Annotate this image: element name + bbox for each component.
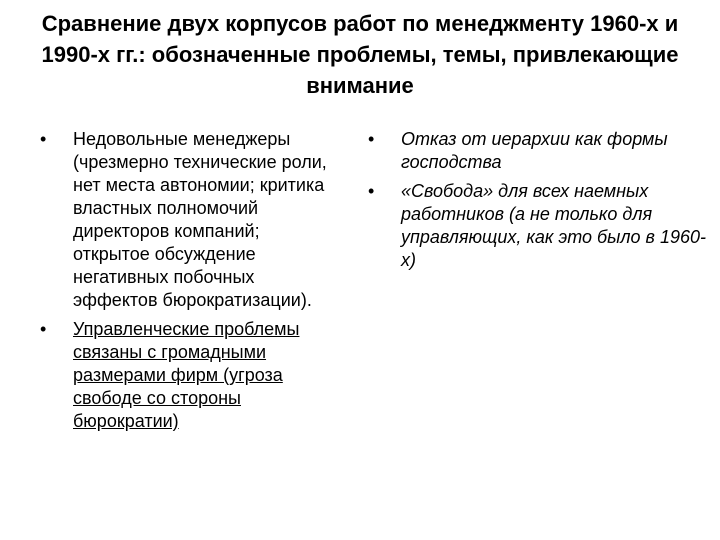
list-item-text: Управленческие проблемы связаны с громадными размерами фирм (угроза свободе со стороны бюрократии) [73,319,300,431]
list-item [368,128,708,174]
bullet-icon: • [40,129,47,149]
list-item-text: «Свобода» для всех наемных работников (а не только для управляющих, как это было в 1960-х) [401,181,706,270]
right-column-list [368,128,708,278]
bullet-icon: • [40,319,47,339]
bullet-icon: • [368,181,375,201]
list-item [368,180,708,272]
list-item [40,318,330,433]
list-item-text: Недовольные менеджеры (чрезмерно технические роли, нет места автономии; критика властных полномочий директоров компаний; открытое обсуждение негативных побочных эффектов бюрократизации). [73,129,327,310]
bullet-icon: • [368,129,375,149]
list-item-text: Отказ от иерархии как формы господства [401,129,668,172]
left-column-list [40,128,330,439]
list-item [40,128,330,312]
slide-title: Сравнение двух корпусов работ по менеджменту 1960-х и 1990-х гг.: обозначенные проблемы, темы, привлекающие внимание [41,11,679,98]
